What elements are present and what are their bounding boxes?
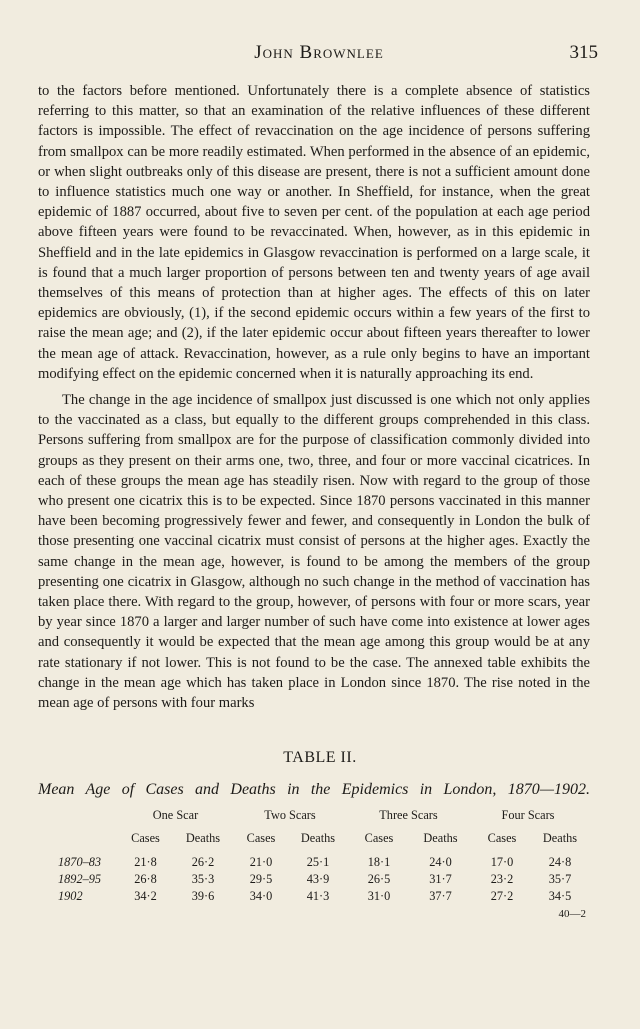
group-header-one-scar: One Scar [152, 808, 199, 822]
table-cell: 31·0 [367, 889, 391, 903]
table-cell: 21·0 [249, 855, 273, 869]
paragraph-2: The change in the age incidence of smallpox just discussed is one which not only applies to the vaccinated as a class, but equally to the different groups comprehended in this class. Persons suffering from smallpox are for the purpose of classification commonly divided into groups as they present on their arms one, two, three, and four or more vaccinal cicatrices. In each of these groups the mean age has steadily risen. Now with regard to the group of those who present one cicatrix this is to be expected. Since 1870 persons vaccinated in this manner have been becoming progressively fewer and fewer, and consequently in London the bulk of those presenting one vaccinal cicatrix must consist of persons at the higher ages. Exactly the same change in the mean age, however, is found to be among the members of the group presenting one cicatrix in Glasgow, although no such change in the method of vaccination has taken place there. With regard to the group, however, of persons with four or more scars, year by year since 1870 a larger and larger number of such have come into existence at lower ages and consequently it would be expected that the mean age among this group would be at any rate stationary if not lower. This is not found to be the case. The annexed table exhibits the change in the mean age which has taken place in London since 1870. The rise noted in the mean age of persons with four marks [38, 392, 590, 712]
table-footnote-row [58, 905, 586, 923]
subheader-cases: Cases [364, 831, 394, 845]
subheader-deaths: Deaths [423, 831, 458, 845]
body-text [38, 81, 590, 713]
subheader-deaths: Deaths [300, 831, 336, 845]
table-cell: 26·8 [134, 872, 157, 886]
table-corner [58, 808, 118, 831]
table-row [58, 888, 586, 905]
table-row [58, 871, 586, 888]
table-cell: 26·5 [367, 872, 391, 886]
subheader-cases: Cases [246, 831, 276, 845]
group-header-four-scars: Four Scars [501, 808, 555, 822]
subheader-cases: Cases [487, 831, 517, 845]
mean-age-table [58, 808, 586, 923]
paragraph-1: to the factors before mentioned. Unfortunately there is a complete absence of statistics referring to this matter, so that an examination of the relative influences of these different factors is impossible. The effect of revaccination on the age incidence of persons suffering from smallpox can be more readily estimated. When performed in the absence of an epidemic, or when slight outbreaks only of this disease are present, there is not a sufficient amount done to influence statistics much one way or another. In Sheffield, for instance, when the great epidemic of 1887 occurred, about five to seven per cent. of the population at each age period above fifteen years were found to be revaccinated. When, however, as in this epidemic in Sheffield and in the late epidemics in Glasgow revaccination is performed on a large scale, it is found that a much larger proportion of persons between ten and twenty years of age avail themselves of this means of protection than at higher ages. The effects of this on later epidemics are obviously, (1), if the second epidemic occurs within a few years of the first to raise the mean age; and (2), if the later epidemic occur about fifteen years thereafter to lower the mean age of attack. Revaccination, however, as a rule only begins to have an important modifying effect on the epidemic concerned when it is naturally approaching its end. [38, 83, 590, 382]
subheader-cases: Cases [131, 831, 160, 845]
page-number: 315 [569, 42, 598, 63]
table-row [58, 854, 586, 871]
table-cell: 35·3 [191, 872, 215, 886]
table-group-header-row [58, 808, 586, 831]
group-header-three-scars: Three Scars [379, 808, 438, 822]
table-cell: 24·0 [429, 855, 452, 869]
table-cell: 39·6 [191, 889, 215, 903]
table-cell: 43·9 [306, 872, 330, 886]
subheader-deaths: Deaths [542, 831, 578, 845]
table-cell: 23·2 [490, 872, 514, 886]
table-cell: 26·2 [191, 855, 215, 869]
table-cell: 34·2 [134, 889, 157, 903]
running-head: John Brownlee [254, 42, 384, 63]
table-cell: 17·0 [490, 855, 514, 869]
table-cell: 37·7 [429, 889, 452, 903]
row-period: 1870–83 [58, 855, 102, 869]
table-label: TABLE II. [283, 749, 357, 766]
table-subheader-row [58, 831, 586, 854]
table-cell: 18·1 [367, 855, 391, 869]
table-cell: 29·5 [249, 872, 273, 886]
row-period: 1902 [58, 889, 83, 903]
table-cell: 27·2 [490, 889, 514, 903]
table-cell: 34·0 [249, 889, 273, 903]
footnote: 40—2 [558, 908, 586, 920]
table-cell: 25·1 [306, 855, 330, 869]
subheader-deaths: Deaths [185, 831, 221, 845]
table-cell: 35·7 [548, 872, 572, 886]
table-cell: 34·5 [548, 889, 572, 903]
table-corner-sub [58, 831, 118, 854]
page-header [40, 42, 598, 66]
table-caption: Mean Age of Cases and Deaths in the Epidemics in London, 1870—1902. [38, 781, 590, 798]
table-cell: 21·8 [134, 855, 157, 869]
table-cell: 24·8 [548, 855, 572, 869]
group-header-two-scars: Two Scars [264, 808, 316, 822]
table-cell: 31·7 [429, 872, 452, 886]
row-period: 1892–95 [58, 872, 102, 886]
table-cell: 41·3 [306, 889, 330, 903]
